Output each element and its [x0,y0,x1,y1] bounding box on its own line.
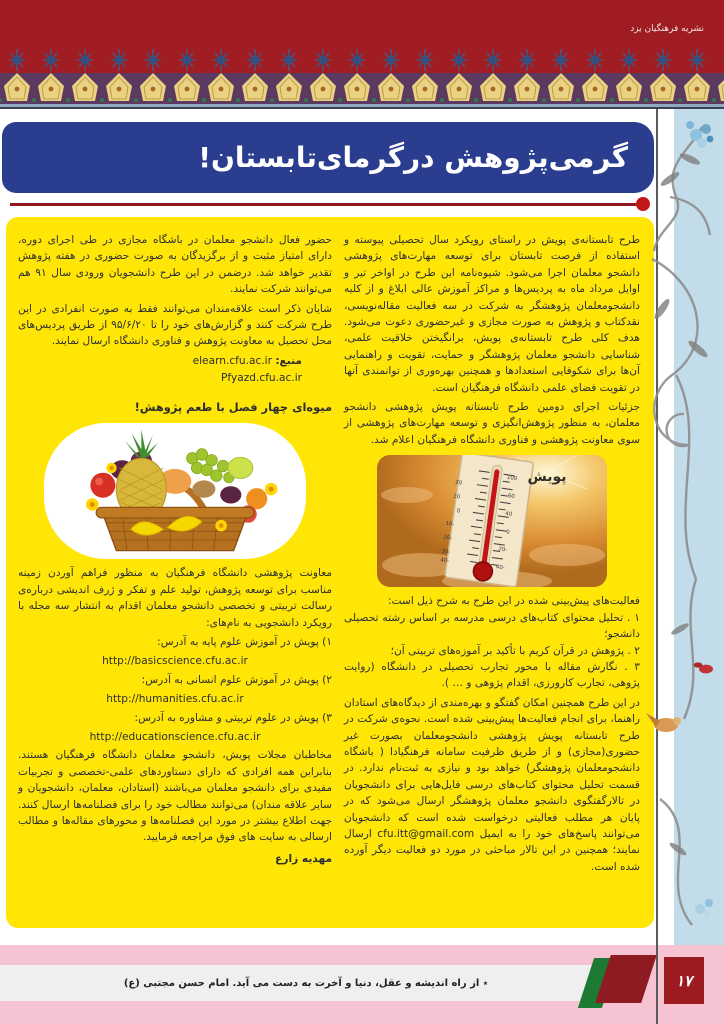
svg-text:-40: -40 [495,564,505,572]
activity-item: ۱ . تحلیل محتوای کتاب‌های درسی مدرسه بر اساس رشته تحصیلی دانشجو؛ [344,611,640,641]
column-right [344,232,640,920]
thermometer-photo [377,455,607,587]
paragraph: مخاطبان مجلات پویش، دانشجو معلمان دانشگاه فرهنگیان هستند. بنابراین همه افرادی که دارای دستاوردهای علمی-تخصصی و تجربیات مفیدی برای دانشجو معلمان می‌باشند (استادان، معلمان، دانشجویان و سایر علاقه مندان) می‌توانند مطالب خود را برای فصلنامه‌ها ارسال کنند. جهت اطلاع بیشتر در مورد این فصلنامه‌ها و محورهای مقاله‌ها و مطالب ارسالی به سایت های فوق مراجعه فرمایید. [18,749,332,844]
paragraph: طرح تابستانه‌ی پویش در راستای رویکرد سال تحصیلی پیوسته و استفاده از فرصت تابستان برای توسعه مهارت‌های پژوهشی دانشجو معلمان اجرا می‌شود. شیوه‌نامه این طرح در اواخر تیر و اوایل مرداد ماه به پردیس‌ها و مراکز آموزش عالی ابلاغ و از کلیه دانشجومعلمان پژوهشگر به شرکت در سه فعالیت مقاله‌نویسی، نقدکتاب و پژوهش به صورت مجازی و غیرحضوری دعوت می‌شود. هدف کلی طرح تابستانه‌ی پویش، برانگیختن خلاقیت علمی، شناسایی دانشجو معلمان پژوهشگر و حمایت، تقویت و راهنمایی آن‌ها برای شکوفایی استعدادها و همچنین بهره‌وری از توانمندی آنها در تقویت فضای علمی دانشگاه فرهنگیان است. [344,234,640,394]
paragraph: شایان ذکر است علاقه‌مندان می‌توانند فقط به صورت انفرادی در این طرح شرکت کنند و گزارش‌های خود را تا ۹۵/۶/۲۰ از طریق پردیس‌های محل تحصیل به معاونت پژوهش و فناوری دانشگاه ارسال نمایند. [18,302,332,348]
footer-quote: ٭ از راه اندیشه و عقل، دنیا و آخرت به دست می آید. امام حسن مجتبی (ع) [123,977,489,989]
paragraph: معاونت پژوهشی دانشگاه فرهنگیان به منظور فراهم آوردن زمینه مناسب برای توسعه پژوهش، تولید علم و تفکر و ژرف اندیشی درباره‌ی رسالت تربیتی و تخصصی دانشجو معلمان اقدام به انتشار سه مجله با رویکرد دانشجویی به نام‌های: [18,567,332,629]
ornamental-border [0,46,724,104]
divider-navy [0,107,724,109]
author-signature: مهدیه زارع [275,852,332,865]
fruit-basket-photo [50,425,300,557]
page-number: ۱۷ [675,971,693,990]
sidebar-blue-band [674,109,724,945]
masthead-title: نشریه فرهنگیان یزد [630,24,704,34]
rule-end-dot [636,197,650,211]
journal-label: ۱) پویش در آموزش علوم پایه به آدرس: [157,635,332,648]
journal-label: ۳) پویش در علوم تربیتی و مشاوره به آدرس: [134,711,332,724]
journal-url: http://basicscience.cfu.ac.ir [102,655,248,668]
pineapple-icon [116,430,166,520]
article-title: گرمی‌پژوهش درگرمای‌تابستان! [198,141,628,174]
svg-text:-40: -40 [439,557,450,565]
svg-text:20: 20 [454,479,463,487]
column-left [18,232,332,920]
section-heading: میوه‌ای چهار فصل با طعم پژوهش! [134,399,332,414]
svg-text:-30: -30 [441,548,451,556]
thermometer-figure [344,455,640,587]
fruit-basket-background [44,423,306,559]
title-banner [2,122,654,193]
article-content [6,217,654,928]
journal-url: http://humanities.cfu.ac.ir [106,693,244,706]
fruit-basket-figure [18,423,332,559]
activity-item: ۳ . نگارش مقاله با محور تجارب تحصیلی در دانشگاه (روایت پژوهی، تجارب کارورزی، اقدام پژوهی و … ). [344,660,640,690]
divider-rule [10,203,642,206]
svg-text:0: 0 [456,508,461,515]
paragraph: جزئیات اجرای دومین طرح تابستانه پویش پژوهشی دانشجو معلمان، به منظور پژوهش‌انگیزی و توسعه مهارت‌های پژوهشی از سوی معاونت پژوهشی و فناوری دانشگاه فرهنگیان اعلام شد. [344,401,640,446]
thermometer-caption: پویش [527,469,567,486]
svg-text:-20: -20 [497,546,508,554]
svg-text:10: 10 [452,493,461,501]
quote-bar [0,965,612,1001]
activities-intro: فعالیت‌های پیش‌بینی شده در این طرح به شرح ذیل است: [387,595,640,608]
svg-text:60: 60 [507,493,515,501]
sidebar-rule [656,109,658,1024]
svg-text:100: 100 [506,475,518,483]
source-url: Pfyazd.cfu.ac.ir [221,372,302,385]
source-line [18,353,302,369]
header-band [0,0,724,46]
paragraph: در این طرح همچنین امکان گفتگو و بهره‌مندی از دیدگاه‌های استادان راهنما، برای انجام فعالیت‌ها پیش‌بینی شده است. نحوه‌ی شرکت در طرح تابستانه پویش پژوهشی دانشجومعلمان بصورت غیر حضوری(مجازی) و از طریق ظرفیت سامانه فرهنگیادا ( باشگاه دانشجومعلمان پژوهشگر) خواهد بود و نیازی به ثبت‌نام ندارد. در قسمت تحلیل محتوای کتاب‌های درسی فایل‌هایی برای دانشجویان در تالارگفتگوی دانشجو معلمان پژوهشگر ارسال می‌شود که در پایان هر مطلب فعالیتی درخواست شده است که دانشجویان می‌توانند پاسخ‌های خود را به ایمیل cfu.itt@gmail.com ارسال نمایند؛ همچنین در این تالار مباحثی در مورد دو فعالیت دیگر آورده شده است. [344,696,640,873]
source-label: منبع: [275,354,302,367]
svg-text:-10: -10 [444,520,455,529]
journal-label: ۲) پویش در آموزش علوم انسانی به آدرس: [141,673,332,686]
source-line [18,370,302,386]
journal-url: http://educationscience.cfu.ac.ir [89,730,261,743]
svg-text:40: 40 [504,511,513,519]
svg-text:-20: -20 [443,534,453,543]
source-url: elearn.cfu.ac.ir [192,354,272,367]
paragraph: حضور فعال دانشجو معلمان در باشگاه مجازی در طی اجرای دوره، دارای امتیاز مثبت و از برگزیدگان به صورت حضوری در هفته پژوهش تقدیر خواهد شد. درضمن در این طرح دانشجویان ورودی سال ۹۱ هم می‌توانند شرکت نمایند. [18,234,332,296]
page-number-badge [664,957,704,1004]
svg-text:0: 0 [505,529,510,536]
activity-item: ۲ . پژوهش در قرآن کریم با تأکید بر آموزه‌های تربیتی آن؛ [390,644,640,657]
